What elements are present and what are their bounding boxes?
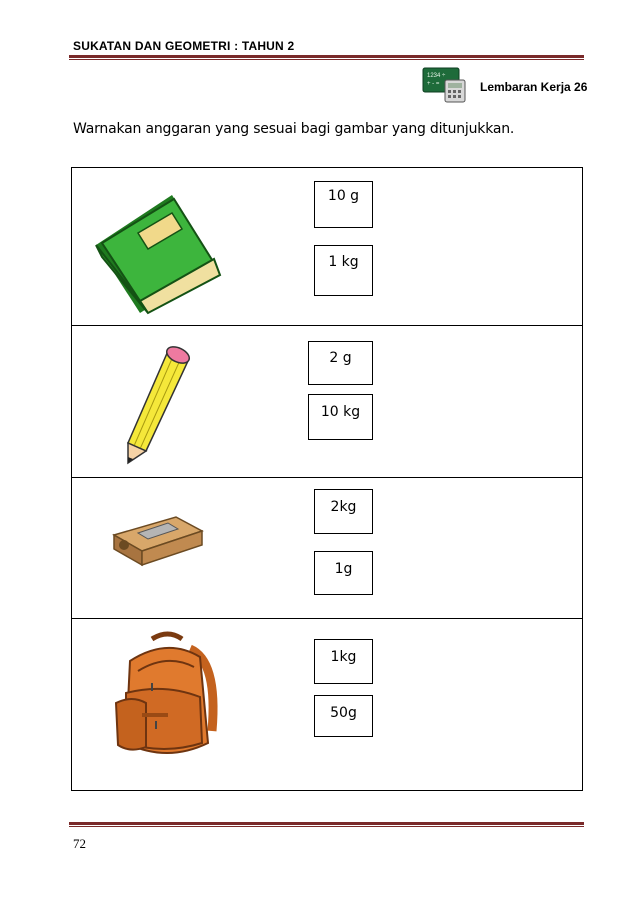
row-divider	[72, 477, 582, 478]
row-divider	[72, 325, 582, 326]
weight-option[interactable]: 10 g	[314, 181, 373, 228]
calculator-chalkboard-icon	[421, 66, 469, 104]
weight-option[interactable]: 1kg	[314, 639, 373, 684]
instruction: Warnakan anggaran yang sesuai bagi gambar yang ditunjukkan.	[73, 121, 515, 137]
sheet-label: Lembaran Kerja 26	[480, 80, 588, 94]
pencil-icon	[124, 343, 192, 465]
footer-rule	[69, 822, 584, 825]
weight-option[interactable]: 2kg	[314, 489, 373, 534]
header-title: SUKATAN DAN GEOMETRI : TAHUN 2	[73, 39, 295, 53]
page-number: 72	[73, 836, 86, 851]
header-rule	[69, 55, 584, 58]
weight-option[interactable]: 2 g	[308, 341, 373, 385]
book-icon	[92, 193, 224, 315]
row-divider	[72, 618, 582, 619]
backpack-icon	[112, 631, 224, 765]
sharpener-icon	[108, 511, 206, 567]
weight-option[interactable]: 1g	[314, 551, 373, 595]
header-rule-thin	[69, 59, 584, 60]
weight-option[interactable]: 50g	[314, 695, 373, 737]
svg-text:+ - =: + - =	[427, 81, 440, 87]
weight-option[interactable]: 10 kg	[308, 394, 373, 440]
svg-text:1234 ÷: 1234 ÷	[427, 73, 446, 79]
footer-rule-thin	[69, 826, 584, 827]
weight-option[interactable]: 1 kg	[314, 245, 373, 296]
